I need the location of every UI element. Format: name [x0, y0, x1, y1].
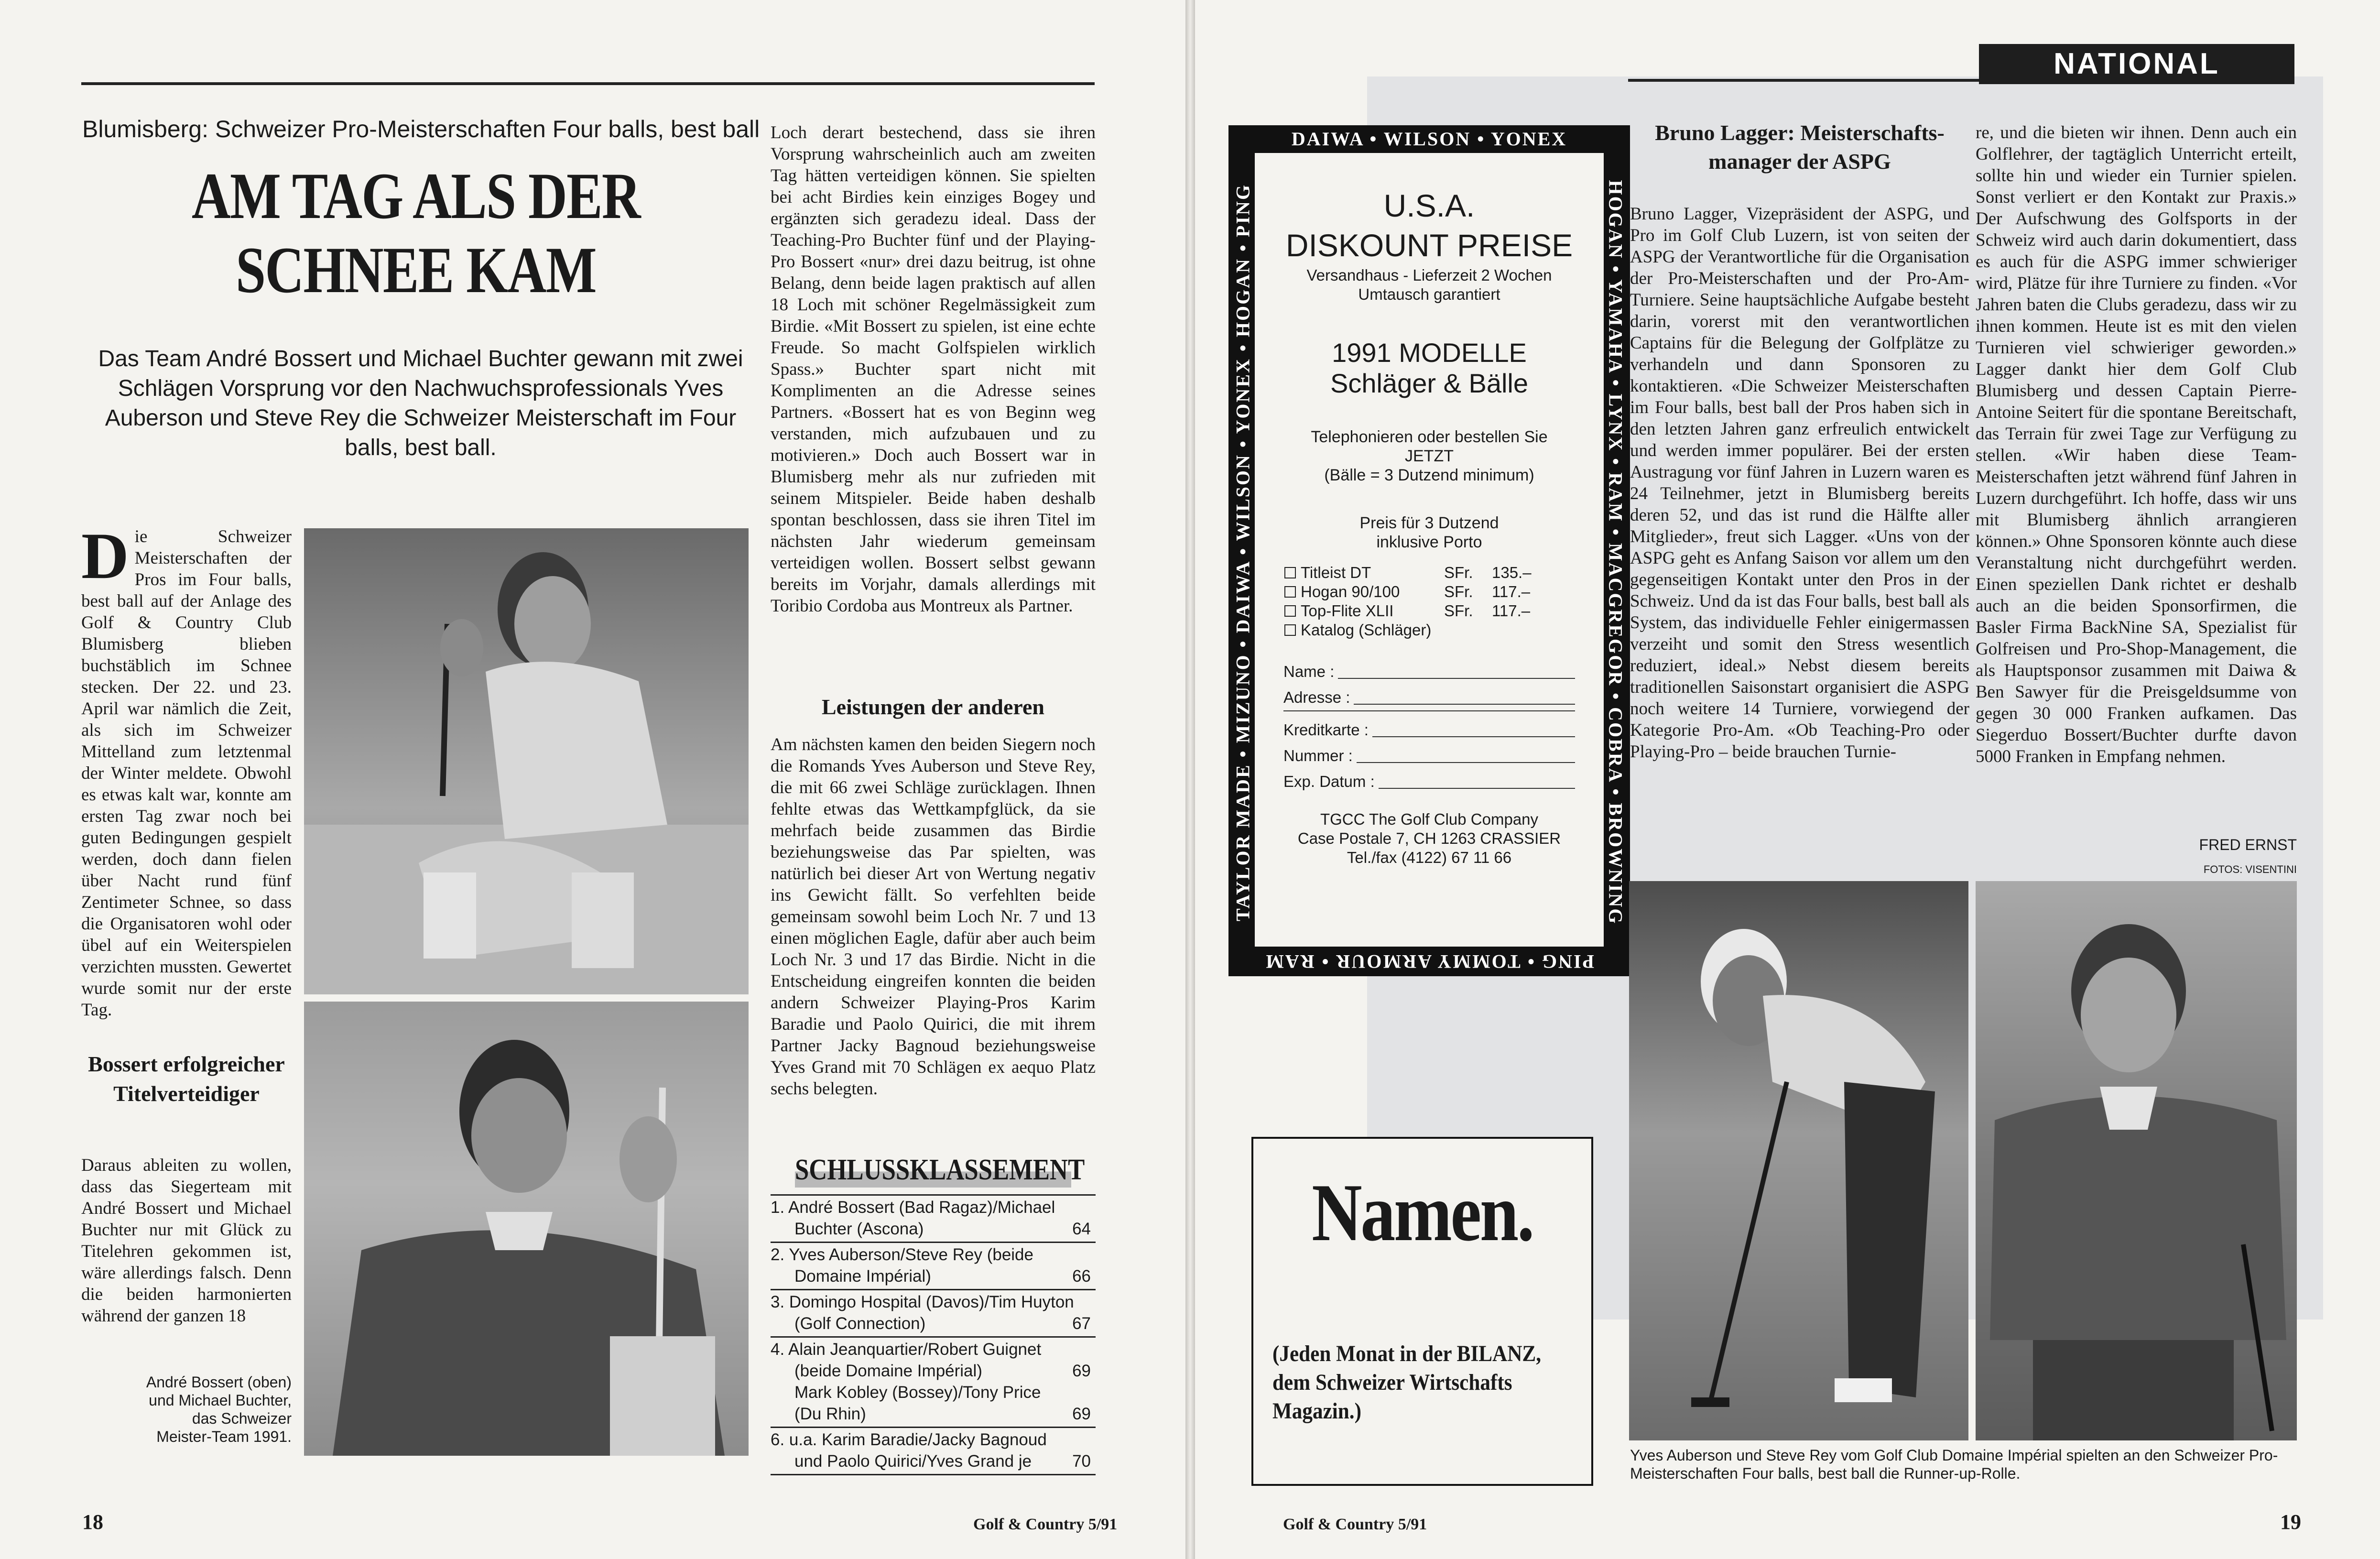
form-card-line[interactable]: [1372, 717, 1575, 737]
ad-border-left: TAYLOR MADE • MIZUNO • DAIWA • WILSON • YONEX • HOGAN • PING: [1232, 183, 1254, 922]
top-rule: [81, 82, 1095, 85]
photo-auberson-figure: [1629, 881, 1968, 1440]
ad-price-head-1: Preis für 3 Dutzend: [1359, 514, 1499, 532]
result-3-line-1: 3. Domingo Hospital (Davos)/Tim Huyton: [771, 1293, 1074, 1311]
ad-bilanz: [1251, 1137, 1593, 1486]
result-row-6: [771, 1428, 1096, 1475]
result-row-3: [771, 1290, 1096, 1338]
footer-left: Golf & Country 5/91: [973, 1515, 1118, 1533]
item-currency: SFr.: [1444, 564, 1473, 581]
ad-price-item-3[interactable]: [1284, 601, 1543, 621]
left-page: [0, 0, 1185, 1559]
checkbox[interactable]: [1284, 567, 1296, 578]
form-exp-line[interactable]: [1379, 769, 1575, 789]
column-3-para-1: Loch derart bestechend, dass sie ihren Vorsprung wahrscheinlich auch am zweiten Tag hätten verteidigen können. Sie spielten bei acht Birdies kein einziges Bogey und ergänzten sich geradezu ideal. Dass der Teaching-Pro Buchter fünf und der Playing-Pro Bossert «nur» drei dazu beitrug, ist ohne Belang, denn beide lagen praktisch auf allen 18 Loch mit schöner Regelmässigkeit zum Birdie. «Mit Bossert zu spielen, ist eine echte Freude. So macht Golfspielen wirklich Spass.» Buchter spart nicht mit Komplimenten an die Adresse seines Partners. «Bossert hat es von Beginn weg verstanden, mich aufzubauen und zu motivieren.» Doch auch Bossert war in Blumisberg mehr als nur zufrieden mit seinem Mitspieler. Beide haben deshalb spontan beschlossen, dass sie ihren Titel im nächsten Jahr wiederum gemeinsam verteidigen wollen. Bossert selbst gewann bereits im Vorjahr, damals allerdings mit Toribio Cordoba aus Montreux als Partner.: [771, 123, 1096, 616]
result-3-score: 67: [1072, 1314, 1091, 1333]
item-name: Titleist DT: [1301, 564, 1371, 581]
photo-bossert: [304, 528, 749, 994]
ad-phone-2: JETZT: [1405, 447, 1454, 465]
column-1-para-1: ie Schweizer Meisterschaften der Pros im Four balls, best ball auf der Anlage des Golf & Country Club Blumisberg blieben buchstäblich im Schnee stecken. Der 22. und 23. April war nämlich die Zeit, als sich im Schweizer Mittelland zum letztenmal der Winter meldete. Obwohl es etwas kalt war, konnte am ersten Tag zwar noch bei guten Bedingungen gespielt werden, doch dann fielen über Nacht rund fünf Zentimeter Schnee, so dass die Organisatoren wohl oder übel auf ein Weiterspielen verzichten mussten. Gewertet wurde somit nur der erste Tag.: [81, 527, 292, 1020]
ad-border-bottom: PING • TOMMY ARMOUR • RAM: [1264, 951, 1594, 972]
section-tag-label: NATIONAL: [2054, 47, 2220, 80]
result-2-score: 66: [1072, 1267, 1091, 1286]
result-4-text: (beide Domaine Impérial): [794, 1362, 982, 1380]
photo-caption-right: Yves Auberson und Steve Rey vom Golf Club Domaine Impérial spielten an den Schweizer Pro-Meisterschaften Four balls, best ball die Runner-up-Rolle.: [1630, 1447, 2278, 1482]
photo-rey-figure: [1976, 881, 2297, 1440]
ad-price-list: [1284, 563, 1543, 640]
result-4b-score: 69: [1072, 1405, 1091, 1423]
ad-title-diskount: DISKOUNT PREISE: [1285, 228, 1573, 263]
result-1-text: Buchter (Ascona): [794, 1220, 924, 1238]
ad-phone-1: Telephonieren oder bestellen Sie: [1311, 428, 1548, 446]
photo-rey: [1976, 881, 2297, 1440]
result-row-1: [771, 1194, 1096, 1243]
item-name: Katalog (Schläger): [1301, 621, 1432, 639]
form-address-extra-1[interactable]: [1283, 710, 1575, 717]
checkbox[interactable]: [1284, 586, 1296, 598]
photo-bossert-figure: [304, 528, 749, 994]
photo-auberson: [1629, 881, 1968, 1440]
form-name-label: Name :: [1283, 663, 1335, 680]
photo-credit: FOTOS: VISENTINI: [2203, 863, 2297, 875]
ad-bilanz-text: (Jeden Monat in der BILANZ, dem Schweizer Wirtschafts Magazin.): [1272, 1341, 1542, 1424]
ad-sub-1: Versandhaus - Lieferzeit 2 Wochen: [1306, 266, 1552, 284]
ad-models-1: 1991 MODELLE: [1332, 338, 1527, 368]
ad-bilanz-title: Namen.: [1312, 1167, 1533, 1258]
result-4-line-2: [771, 1360, 1096, 1382]
result-1-line-2: [771, 1218, 1096, 1240]
form-address-field[interactable]: [1283, 685, 1575, 710]
kicker: Blumisberg: Schweizer Pro-Meisterschaften Four balls, best ball: [82, 116, 760, 142]
ad-price-item-4[interactable]: [1284, 621, 1543, 640]
ad-price-item-1[interactable]: [1284, 563, 1543, 582]
page-number-left: 18: [82, 1510, 103, 1534]
article-column-2: re, und die bieten wir ihnen. Denn auch ein Golflehrer, der tagtäglich Unterricht erteilt, sollte hin und wieder ein Turnier spielen. Sonst verliert er den Kontakt zur Praxis.» Der Aufschwung des Golfsports in der Schweiz wird auch darin dokumentiert, dass es auch für die ASPG immer schwieriger wird, Plätze für ihre Turniere zu finden. «Vor Jahren baten die Clubs geradezu, dass wir zu ihnen kommen. Heute ist es mit den vielen Turnieren viel schwieriger geworden.» Lagger dankt hier dem Golf Club Blumisberg und dessen Captain Pierre-Antoine Seitert für die spontane Bereitschaft, das Terrain für zwei Tage zur Verfügung zu stellen. «Wir haben diese Team-Meisterschaften jetzt während fünf Jahren in Luzern durchgeführt. Ich hoffe, dass wir uns mit Blumisberg ähnlich arrangieren können.» Ohne Sponsoren könnte auch diese Veranstaltung nicht durchgeführt werden. Einen speziellen Dank richtet er deshalb auch an die beiden Sponsorfirmen, die Basler Firma BackNine SA, Spezialist für Golfreisen und Pro-Shop-Management, die als Hauptsponsor zusammen mit Daiwa & Ben Sawyer für die Preisgeldsumme von gegen 30 000 Franken aufkamen. Das Siegerduo Bossert/Buchter durfte davon 5000 Franken in Empfang nehmen.: [1976, 123, 2297, 766]
result-4-line-1: 4. Alain Jeanquartier/Robert Guignet: [771, 1340, 1042, 1359]
results-box: [771, 1152, 1096, 1475]
item-currency: SFr.: [1444, 602, 1473, 620]
right-page: [1195, 0, 2380, 1559]
result-2-text: Domaine Impérial): [794, 1267, 931, 1286]
column-1-intro: [81, 519, 292, 1021]
result-6-text: und Paolo Quirici/Yves Grand je: [794, 1452, 1032, 1471]
ad-inner: [1255, 153, 1604, 947]
form-exp-label: Exp. Datum :: [1283, 773, 1375, 790]
ad-sub-2: Umtausch garantiert: [1358, 285, 1500, 303]
result-4b-text: (Du Rhin): [794, 1405, 866, 1423]
result-2-line-1: 2. Yves Auberson/Steve Rey (beide: [771, 1245, 1033, 1264]
ad-golf-club-company: [1228, 125, 1630, 976]
result-3-text: (Golf Connection): [794, 1314, 926, 1333]
form-address-line-2[interactable]: [1283, 710, 1575, 711]
checkbox[interactable]: [1284, 605, 1296, 617]
result-3-line-2: [771, 1313, 1096, 1334]
column-3-para-2: Am nächsten kamen den beiden Siegern noch die Romands Yves Auberson und Steve Rey, die mit 66 zwei Schläge zurücklagen. Ihnen fehlte etwas das Wettkampfglück, da sie mehrfach beide zusammen das Birdie beziehungsweise das Par spielten, was natürlich bei dieser Art von Wertung negativ ins Gewicht fällt. So verfehlten beide gemeinsam sowohl beim Loch Nr. 7 und 13 einen möglichen Eagle, dafür aber auch beim Loch Nr. 3 und 17 das Birdie. Nicht in die Entscheidung eingreifen konnten die beiden andern Schweizer Playing-Pros Karim Baradie und Paolo Quirici, die mit ihrem Partner Jacky Bagnoud beziehungsweise Yves Grand mit 70 Schlägen ex aequo Platz sechs belegten.: [771, 735, 1096, 1099]
ad-border-top: DAIWA • WILSON • YONEX: [1291, 128, 1567, 150]
form-number-line[interactable]: [1357, 743, 1575, 763]
ad-company-2: Case Postale 7, CH 1263 CRASSIER: [1297, 829, 1561, 847]
form-card-label: Kreditkarte :: [1283, 721, 1369, 739]
page-gutter: [1185, 0, 1195, 1559]
form-name-field[interactable]: [1283, 659, 1575, 685]
ad-company-3: Tel./fax (4122) 67 11 66: [1347, 849, 1512, 866]
item-currency: SFr.: [1444, 583, 1473, 600]
ad-border-right: HOGAN • YAMAHA • LYNX • RAM • MACGREGOR • COBRA • BROWNING: [1605, 180, 1627, 925]
result-row-2: [771, 1243, 1096, 1290]
result-6-line-1: 6. u.a. Karim Baradie/Jacky Bagnoud: [771, 1430, 1047, 1449]
article-column-1: Bruno Lagger, Vizepräsident der ASPG, und Pro im Golf Club Luzern, ist von seiten der ASPG der Verantwortliche für die Organisation der Pro-Meisterschaften und der Pro-Am-Turniere. Seine hauptsächliche Aufgabe besteht darin, vorerst mit den verantwortlichen Captains für die Belegung der Golfplätze zu verhandeln und dann Sponsoren zu kontaktieren. «Die Schweizer Meisterschaften im Four balls, best ball der Pros haben sich in den letzten Jahren ganz erfreulich entwickelt und werden immer populärer. Bei der ersten Austragung vor fünf Jahren in Luzern waren es 24 Teilnehmer, jetzt in Blumisberg bereits deren 52, und das ist rund die Hälfte aller Mitglieder», freut sich Lagger. «Uns von der ASPG geht es Anfang Saison vor allem um den gegenseitigen Kontakt unter den Pros in der Schweiz. Und da ist das Four balls, best ball als System, das individuelle Fehler einigermassen verzeiht und somit den Stress wesentlich reduziert, ideal.» Nebst diesem bereits traditionellen Saisonstart organisiert die ASPG noch weitere 14 Turniere, vorwiegend der Kategorie Pro-Am. «Ob Teaching-Pro oder Playing-Pro – beide brauchen Turnie-: [1630, 204, 1969, 762]
results-list: [771, 1194, 1096, 1475]
photo-buchter: [304, 1002, 749, 1456]
photo-caption-left: André Bossert (oben) und Michael Buchter, das Schweizer Meister-Team 1991.: [146, 1374, 292, 1445]
ad-phone-3: (Bälle = 3 Dutzend minimum): [1324, 466, 1534, 484]
result-2-line-2: [771, 1265, 1096, 1287]
deck: Das Team André Bossert und Michael Buchter gewann mit zwei Schlägen Vorsprung vor den Nachwuchsprofessionals Yves Auberson und Steve Rey die Schweizer Meisterschaft im Four balls, best ball.: [98, 346, 743, 460]
ad-price-head-2: inklusive Porto: [1376, 533, 1482, 551]
result-row-4: [771, 1338, 1096, 1428]
item-name: Top-Flite XLII: [1301, 602, 1394, 620]
headline-line-2: SCHNEE KAM: [236, 233, 596, 306]
headline-line-1: AM TAG ALS DER: [191, 159, 641, 232]
photo-buchter-figure: [304, 1002, 749, 1456]
result-4-line-4: [771, 1403, 1096, 1425]
result-1-line-1: 1. André Bossert (Bad Ragaz)/Michael: [771, 1198, 1055, 1217]
column-1-para-2: Daraus ableiten zu wollen, dass das Siegerteam mit André Bossert und Michael Buchter nur mit Glück zu Titelehren gekommen ist, wäre allerdings falsch. Denn die beiden harmonierten während der ganzen 18: [81, 1156, 292, 1326]
form-number-label: Nummer :: [1283, 747, 1353, 764]
item-price: 117.–: [1492, 602, 1531, 620]
result-4-line-3: Mark Kobley (Bossey)/Tony Price: [794, 1383, 1041, 1402]
checkbox[interactable]: [1284, 624, 1296, 636]
footer-right: Golf & Country 5/91: [1283, 1515, 1427, 1533]
ad-company-1: TGCC The Golf Club Company: [1320, 810, 1539, 828]
ad-title-usa: U.S.A.: [1383, 188, 1475, 223]
form-card-field[interactable]: [1283, 717, 1575, 743]
ad-order-form: [1283, 659, 1575, 795]
ad-models-2: Schläger & Bälle: [1330, 368, 1528, 398]
form-name-line[interactable]: [1338, 659, 1575, 679]
author: FRED ERNST: [2199, 836, 2297, 853]
result-1-score: 64: [1072, 1220, 1091, 1238]
form-number-field[interactable]: [1283, 743, 1575, 769]
drop-cap: D: [81, 519, 129, 592]
form-address-label: Adresse :: [1283, 688, 1350, 706]
form-address-line[interactable]: [1354, 685, 1575, 705]
ad-price-item-2[interactable]: [1284, 582, 1543, 601]
item-name: Hogan 90/100: [1301, 583, 1400, 600]
result-6-score: 70: [1072, 1452, 1091, 1471]
item-price: 135.–: [1492, 564, 1532, 581]
result-4-score: 69: [1072, 1362, 1091, 1380]
subhead-bossert: Bossert erfolgreicher Titelverteidiger: [88, 1052, 285, 1106]
results-title: SCHLUSSKLASSEMENT: [795, 1152, 1071, 1188]
page-number-right: 19: [2280, 1510, 2301, 1534]
result-6-line-2: [771, 1450, 1096, 1472]
section-tag: [1979, 44, 2294, 84]
article-title: Bruno Lagger: Meisterschaftsmanager der ASPG: [1655, 120, 1945, 174]
item-price: 117.–: [1492, 583, 1531, 600]
top-rule-right: [1628, 79, 1979, 82]
form-exp-field[interactable]: [1283, 769, 1575, 795]
subhead-leistungen: Leistungen der anderen: [821, 695, 1045, 719]
